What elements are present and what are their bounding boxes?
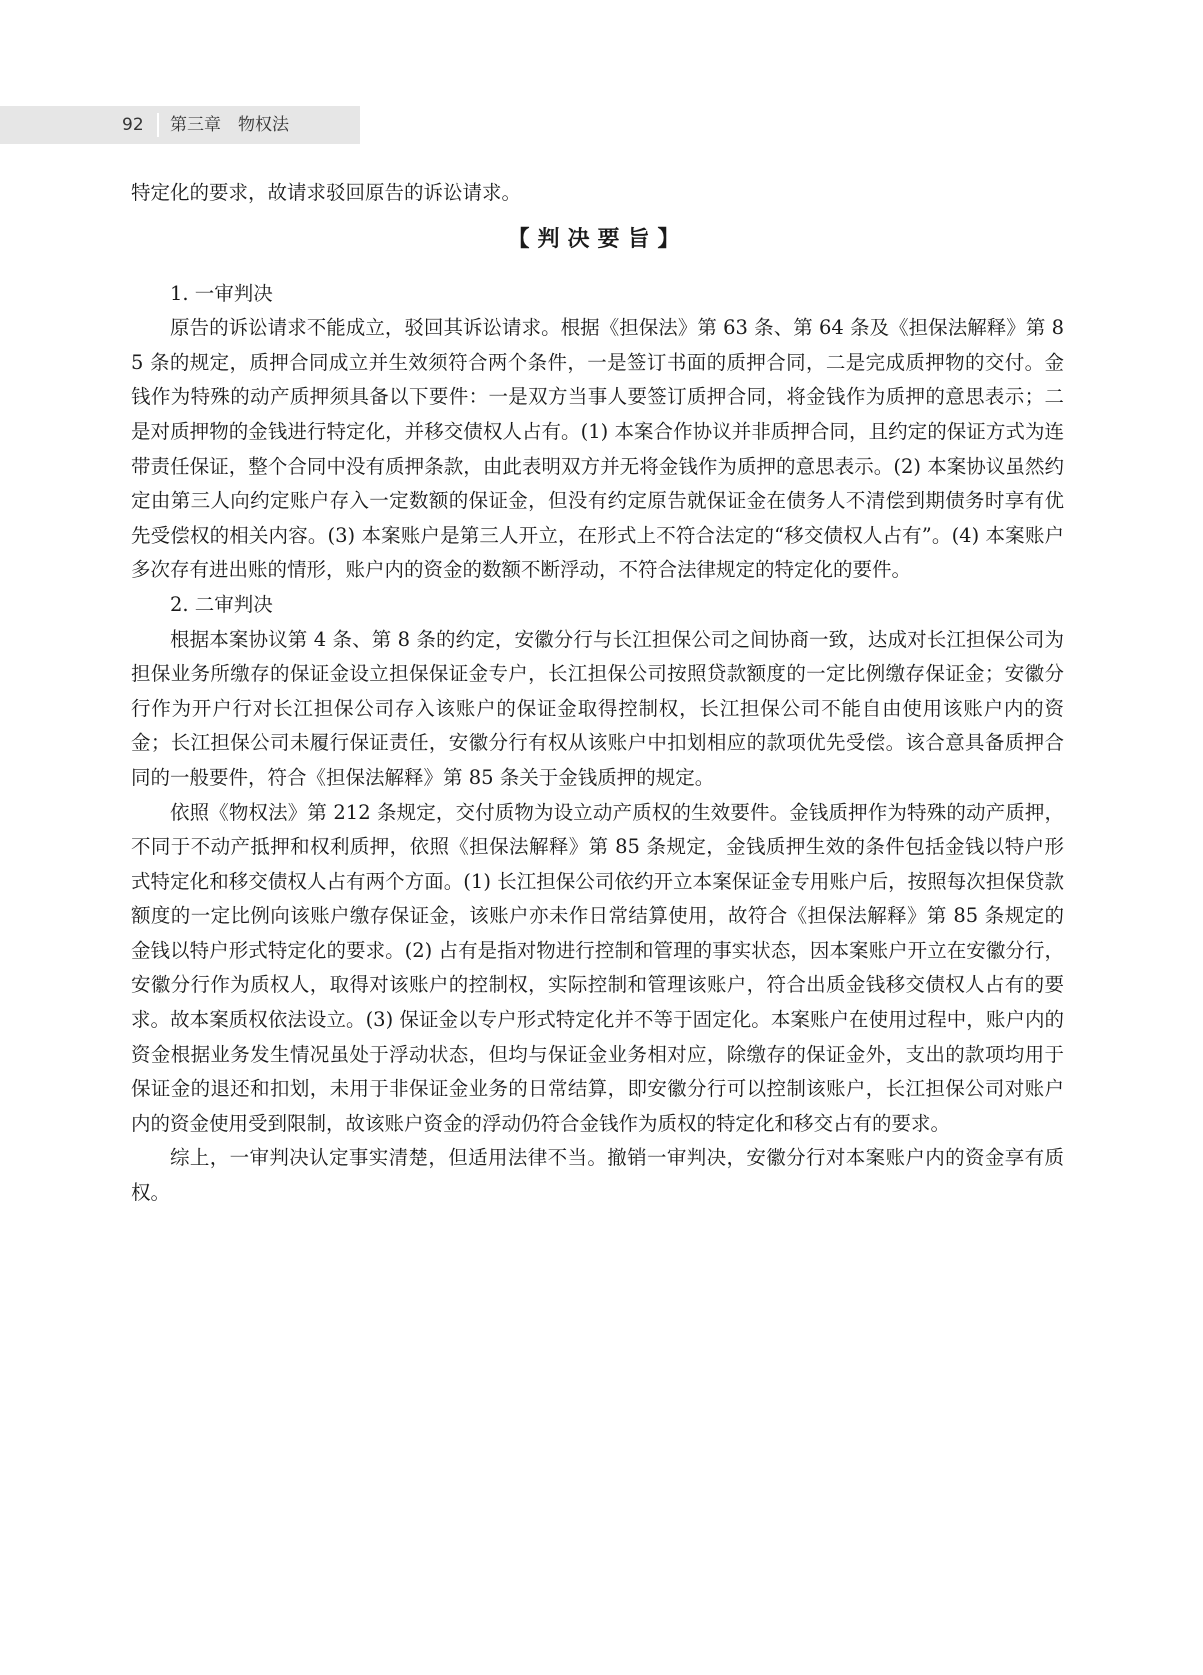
page-number: 92 [122, 115, 144, 135]
continuation-paragraph: 特定化的要求，故请求驳回原告的诉讼请求。 [131, 181, 522, 204]
paragraph-second-instance-reasoning: 依照《物权法》第 212 条规定，交付质物为设立动产质权的生效要件。金钱质押作为特殊的动产质押，不同于不动产抵押和权利质押，依照《担保法解释》第 85 条规定，金钱质押生效的条件包括金钱以特户形式特定化和移交债权人占有两个方面。(1) 长江担保公司依约开立本案保证金专用账户后，按照每次担保贷款额度的一定比例向该账户缴存保证金，该账户亦未作日常结算使用，故符合《担保法解释》第 85 条规定的金钱以特户形式特定化的要求。(2) 占有是指对物进行控制和管理的事实状态，因本案账户开立在安徽分行，安徽分行作为质权人，取得对该账户的控制权，实际控制和管理该账户，符合出质金钱移交债权人占有的要求。故本案质权依法设立。(3) 保证金以专户形式特定化并不等于固定化。本案账户在使用过程中，账户内的资金根据业务发生情况虽处于浮动状态，但均与保证金业务相对应，除缴存的保证金外，支出的款项均用于保证金的退还和扣划，未用于非保证金业务的日常结算，即安徽分行可以控制该账户，长江担保公司对账户内的资金使用受到限制，故该账户资金的浮动仍符合金钱作为质权的特定化和移交占有的要求。 [131, 800, 1064, 1135]
page-body [131, 176, 1064, 1211]
chapter-title: 第三章 物权法 [170, 115, 289, 135]
paragraph-conclusion: 综上，一审判决认定事实清楚，但适用法律不当。撤销一审判决，安徽分行对本案账户内的资金享有质权。 [131, 1146, 1064, 1205]
section-heading: 【判决要旨】 [507, 226, 688, 252]
subsection-title-second-instance: 2. 二审判决 [170, 592, 273, 616]
subsection-title-first-instance: 1. 一审判决 [170, 281, 273, 305]
running-header [0, 106, 360, 144]
paragraph-second-instance-agreement: 根据本案协议第 4 条、第 8 条的约定，安徽分行与长江担保公司之间协商一致，达成对长江担保公司为担保业务所缴存的保证金设立担保保证金专户，长江担保公司按照贷款额度的一定比例缴存保证金；安徽分行作为开户行对长江担保公司存入该账户的保证金取得控制权，长江担保公司不能自由使用该账户内的资金；长江担保公司未履行保证责任，安徽分行有权从该账户中扣划相应的款项优先受偿。该合意具备质押合同的一般要件，符合《担保法解释》第 85 条关于金钱质押的规定。 [131, 627, 1064, 789]
paragraph-first-instance: 原告的诉讼请求不能成立，驳回其诉讼请求。根据《担保法》第 63 条、第 64 条及《担保法解释》第 85 条的规定，质押合同成立并生效须符合两个条件，一是签订书面的质押合同，二是完成质押物的交付。金钱作为特殊的动产质押须具备以下要件：一是双方当事人要签订质押合同，将金钱作为质押的意思表示；二是对质押物的金钱进行特定化，并移交债权人占有。(1) 本案合作协议并非质押合同，且约定的保证方式为连带责任保证，整个合同中没有质押条款，由此表明双方并无将金钱作为质押的意思表示。(2) 本案协议虽然约定由第三人向约定账户存入一定数额的保证金，但没有约定原告就保证金在债务人不清偿到期债务时享有优先受偿权的相关内容。(3) 本案账户是第三人开立，在形式上不符合法定的“移交债权人占有”。(4) 本案账户多次存有进出账的情形，账户内的资金的数额不断浮动，不符合法律规定的特定化的要件。 [131, 316, 1064, 582]
header-divider [157, 113, 159, 137]
